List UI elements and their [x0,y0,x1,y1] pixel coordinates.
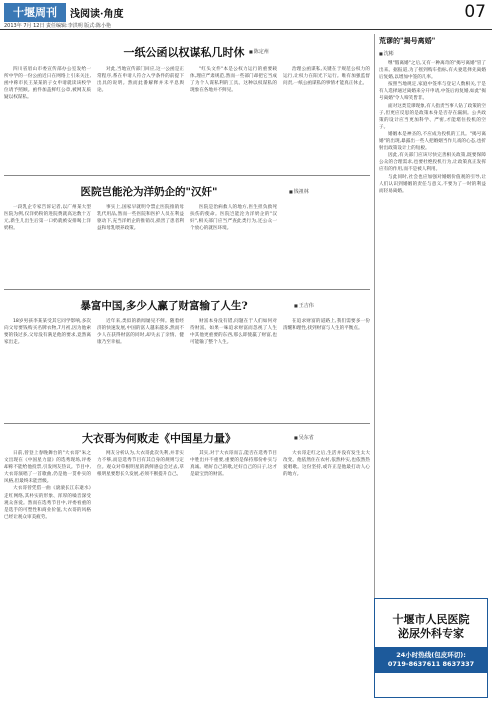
paragraph: 对此,当地宣传部门回应,这一公函是正常程序,系在申请人符合入学条件的前提下出具的说明。然而此番解释并未平息舆论。 [97,67,184,94]
paragraph: 因此,有关部门应该尽快完善相关政策,既要保障公众的合理需求,也要杜绝投机行为,让政策真正发挥应有的作用,而不是被人利用。 [379,153,486,173]
article-author: ■ 吴东省 [294,434,314,441]
text-column [283,450,370,694]
text-column [4,66,91,172]
text-column [97,66,184,172]
article-2 [4,178,370,290]
text-column [190,318,277,422]
hospital-advertisement[interactable] [374,598,488,698]
page-number: 07 [464,2,486,22]
text-column [283,204,370,288]
article-body [4,450,370,694]
article-1 [4,34,370,176]
text-column [4,450,91,694]
masthead: 十堰周刊 [4,3,66,22]
paragraph: 治理公函谋私,关键在于规范公权力的运行,让权力在阳光下运行。唯有加强监督问责,一纸公函谋私的事情才能真正休止。 [283,67,370,87]
paragraph: "红头文件"本是公权力运行的重要载体,理应严肃规范,然而一些部门却把它当成了为个人谋私利的工具。这种以权谋私的现象在各地并不鲜见。 [190,67,277,94]
paragraph: 网友分析认为,大衣哥此次失利,并非实力不够,而是选秀节目有其自身的规则与定位。观众对草根明星的新鲜感总会过去,草根明星要想长久发展,必须不断提升自己。 [97,451,184,478]
paragraph: 18岁男孩李某某受其它同学影响,多次向父母要钱购买名牌衣物,7月初,因为他索要的钱过多,父母没有满足他的要求,竟然离家出走。 [4,319,91,346]
main-content [4,34,370,698]
text-column [97,450,184,694]
paragraph: 婚姻本是神圣的,不应成为投机的工具。"揭号离婚"的出现,暴露出一些人把婚姻当作儿戏的心态,也折射出政策设计上的短板。 [379,131,486,152]
paragraph: 医院是治病救人的地方,医生担负救死扶伤的使命。医院岂能沦为洋奶企的"汉奸",相关部门应当严查此类行为,还公众一个放心的就医环境。 [190,205,277,232]
ad-name-line: 十堰市人民医院 [392,613,470,626]
sidebar-author: ■ 沈彬 [379,50,488,57]
text-column [97,318,184,422]
article-title: 一纸公函以权谋私几时休 [123,46,245,59]
paragraph: 大衣哥曾凭借一曲《滚滚长江东逝水》走红网络,其朴实的形象、浑厚的嗓音深受观众喜爱。然而在选秀节目中,评委看重的是选手的可塑性和商业价值,大衣哥的风格已经让观众审美疲劳。 [4,486,91,520]
paragraph: 事实上,国家早就明令禁止医院推销母乳代用品,然而一些医院和医护人员在利益驱动下,充当洋奶企的推销员,损害了患者利益和母乳喂养政策。 [97,205,184,232]
ad-hotline-bar [375,647,487,673]
text-column [4,204,91,288]
paragraph: 在追求财富的道路上,我们需要多一份清醒和理性,找到财富与人生的平衡点。 [283,319,370,332]
text-column [190,204,277,288]
article-body [4,66,370,172]
paragraph: 近年来,类似的新闻屡见不鲜。随着经济的快速发展,中国的富人越来越多,然而不少人在获得财富的同时,却失去了亲情、健康乃至幸福。 [97,319,184,346]
ad-phone-numbers: 0719-8637611 8637337 [387,660,475,668]
dateline: 2013年 7月 12日 责任编辑:李洪明 版式:陈小艳 [4,23,111,29]
article-body [4,318,370,422]
paragraph: 日前,曾登上春晚舞台的"大衣哥"朱之文出现在《中国星力量》的选秀现场,评委却称不能给他投票,引发网友热议。节目中,大衣哥演唱了一首歌曲,仍是他一贯朴实的风格,但最终未能晋级。 [4,451,91,485]
text-column [283,318,370,422]
text-column [190,450,277,694]
paragraph: 一段乳企专家告诉记者,以广州某大型医院为例,仅洋奶粉的进院费就高达数十万元,新生儿出生后第一口奶就被安排喝上洋奶粉。 [4,205,91,232]
ad-hotline-label: 24小时热线(包皮环切): [396,651,466,659]
paragraph: 面对这类荒谬现象,有人指责当事人钻了政策的空子,但更应反思的是政策本身是否存在漏洞。公共政策的设计应当更加科学、严密,才能堵住投机的空子。 [379,103,486,130]
article-author: ■ 王吉伟 [294,302,314,309]
article-title: 暴富中国,多少人赢了财富输了人生? [80,300,248,312]
article-4 [4,426,370,698]
text-column [190,66,277,172]
ad-hospital-name [375,613,487,641]
article-author: ■ 钱祖林 [289,188,309,195]
text-column [97,204,184,288]
paragraph: 其实,对于大衣哥而言,能否在选秀节目中胜出并不重要,重要的是保持那份朴实与真诚。唱好自己的歌,过好自己的日子,这才是最宝贵的财富。 [190,451,277,478]
paragraph: 继"假离婚"之后,又有一种离奇的"揭号离婚"冒了出来。据报道,为了摇到购车指标,有夫妻选择先离婚后复婚,以增加中签的几率。 [379,61,486,81]
article-title: 医院岂能沦为洋奶企的"汉奸" [80,186,218,198]
sidebar-body [379,60,486,575]
paragraph: 四川省眉山市委宣传部办公室发给一所中学的一份公函近日在网络上引来关注,函中称市民王某某的子女申请就读该校学位请予照顾。函件加盖鲜红公章,被网友质疑以权谋私。 [4,67,91,101]
section-name: 浅阅读·角度 [70,9,124,20]
text-column [4,318,91,422]
paragraph: 大衣哥走红之后,生活并没有发生太大改变。他依然住在农村,依然朴实,也依然热爱唱歌。这份坚持,或许正是他最打动人心的地方。 [283,451,370,478]
text-column [283,66,370,172]
paragraph: 与此同时,社会也应加强对婚姻价值观的引导,让人们认识到婚姻的责任与意义,不要为了一时的利益而轻易离婚。 [379,174,486,194]
sidebar-title: 荒谬的"揭号离婚" [379,36,436,45]
article-author: ■ 陈定州 [249,48,269,55]
page-header [0,0,492,30]
article-title: 大衣哥为何败走《中国星力量》 [82,432,236,445]
ad-name-line: 泌尿外科专家 [398,627,464,640]
article-body [4,204,370,288]
article-3 [4,292,370,424]
paragraph: 按照当地规定,家庭中签率与登记人数相关,于是有人选择通过离婚来分开申请,中签后再复婚,如此"揭号离婚"令人啼笑皆非。 [379,82,486,102]
paragraph: 财富本身没有错,问题在于人们如何对待财富。如果一味追求财富而忽视了人生中其他更重要的东西,那么即使赢了财富,也可能输了整个人生。 [190,319,277,346]
